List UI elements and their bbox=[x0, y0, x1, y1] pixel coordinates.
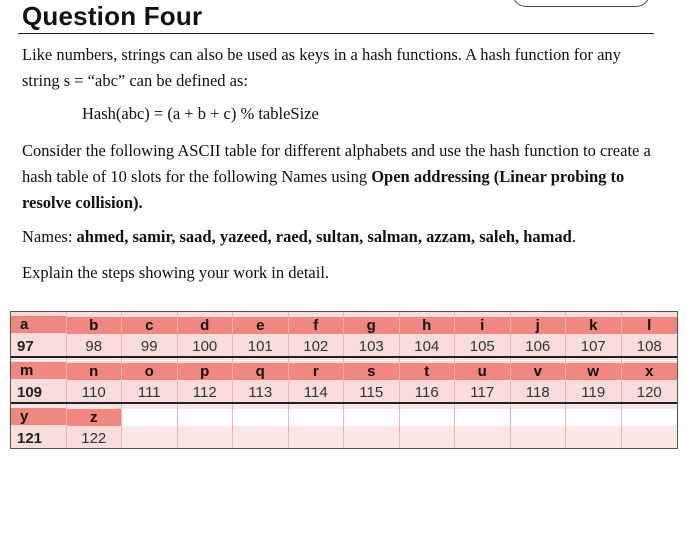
ascii-cell bbox=[511, 358, 567, 402]
ascii-cell bbox=[178, 358, 234, 402]
ascii-cell bbox=[233, 312, 289, 356]
ascii-letter: e bbox=[233, 317, 288, 334]
ascii-cell bbox=[344, 358, 400, 402]
ascii-letter: g bbox=[344, 317, 399, 334]
ascii-code: 117 bbox=[470, 384, 495, 401]
ascii-code: 119 bbox=[581, 384, 606, 401]
ascii-code: 97 bbox=[17, 338, 34, 355]
ascii-cell bbox=[400, 312, 456, 356]
ascii-cell-empty bbox=[289, 404, 345, 448]
ascii-letter: x bbox=[622, 363, 678, 380]
ascii-letter: r bbox=[289, 363, 344, 380]
ascii-cell bbox=[400, 358, 456, 402]
ascii-letter: l bbox=[622, 317, 678, 334]
ascii-code: 114 bbox=[303, 384, 328, 401]
ascii-cell bbox=[344, 312, 400, 356]
ascii-code: 122 bbox=[81, 430, 107, 447]
ascii-letter: d bbox=[178, 317, 233, 334]
names-list: ahmed, samir, saad, yazeed, raed, sultan, salman, azzam, saleh, hamad bbox=[76, 227, 572, 246]
ascii-code: 103 bbox=[358, 338, 384, 355]
ascii-letter: c bbox=[122, 317, 177, 334]
intro-paragraph: Like numbers, strings can also be used as keys in a hash functions. A hash function for any string s = “abc” can be defined as: bbox=[22, 45, 621, 90]
ascii-cell-empty bbox=[122, 404, 178, 448]
ascii-cell bbox=[67, 358, 123, 402]
ascii-letter: z bbox=[67, 409, 122, 426]
ascii-letter: k bbox=[566, 317, 621, 334]
ascii-letter: v bbox=[511, 363, 566, 380]
ascii-cell bbox=[566, 312, 622, 356]
ascii-letter: m bbox=[11, 362, 66, 379]
ascii-cell-empty bbox=[455, 404, 511, 448]
ascii-cell bbox=[122, 358, 178, 402]
ascii-code: 120 bbox=[636, 384, 662, 401]
ascii-code: 108 bbox=[636, 338, 662, 355]
explain-instruction: Explain the steps showing your work in detail. bbox=[22, 263, 330, 282]
ascii-letter: h bbox=[400, 317, 455, 334]
bracket-decoration bbox=[512, 0, 650, 7]
ascii-code: 107 bbox=[580, 338, 606, 355]
ascii-letter: b bbox=[67, 317, 122, 334]
ascii-code: 112 bbox=[192, 384, 217, 401]
ascii-code: 106 bbox=[525, 338, 551, 355]
ascii-code: 99 bbox=[140, 338, 158, 355]
ascii-letter: o bbox=[122, 363, 177, 380]
ascii-cell-empty bbox=[400, 404, 456, 448]
hash-formula: Hash(abc) = (a + b + c) % tableSize bbox=[82, 104, 319, 123]
ascii-cell-empty bbox=[344, 404, 400, 448]
ascii-row-3 bbox=[11, 402, 677, 448]
ascii-letter: w bbox=[566, 363, 621, 380]
ascii-cell bbox=[289, 358, 345, 402]
ascii-cell bbox=[11, 404, 67, 448]
ascii-letter: t bbox=[400, 363, 455, 380]
ascii-letter bbox=[233, 409, 288, 426]
ascii-code: 118 bbox=[525, 384, 550, 401]
ascii-cell-empty bbox=[233, 404, 289, 448]
ascii-code: 101 bbox=[247, 338, 273, 355]
ascii-letter: i bbox=[455, 317, 510, 334]
question-title: Question Four bbox=[22, 1, 203, 31]
ascii-code: 109 bbox=[17, 384, 43, 401]
ascii-letter: s bbox=[344, 363, 399, 380]
ascii-letter bbox=[455, 409, 510, 426]
ascii-cell-empty bbox=[511, 404, 567, 448]
ascii-cell bbox=[455, 312, 511, 356]
ascii-cell bbox=[233, 358, 289, 402]
ascii-cell-empty bbox=[622, 404, 678, 448]
ascii-letter: a bbox=[11, 316, 66, 333]
ascii-cell bbox=[178, 312, 234, 356]
ascii-letter bbox=[511, 409, 566, 426]
ascii-letter: f bbox=[289, 317, 344, 334]
ascii-table bbox=[10, 311, 678, 449]
ascii-cell bbox=[11, 358, 67, 402]
ascii-code: 110 bbox=[81, 384, 106, 401]
ascii-row-2 bbox=[11, 356, 677, 402]
ascii-cell bbox=[67, 404, 123, 448]
title-rule bbox=[18, 33, 654, 34]
ascii-cell bbox=[122, 312, 178, 356]
ascii-code: 121 bbox=[17, 430, 43, 447]
ascii-code: 113 bbox=[248, 384, 273, 401]
ascii-cell bbox=[289, 312, 345, 356]
ascii-cell bbox=[67, 312, 123, 356]
ascii-cell bbox=[455, 358, 511, 402]
ascii-code: 104 bbox=[414, 338, 440, 355]
ascii-code: 111 bbox=[137, 384, 161, 401]
ascii-cell bbox=[622, 312, 678, 356]
ascii-cell-empty bbox=[566, 404, 622, 448]
ascii-row-1 bbox=[11, 312, 677, 356]
ascii-cell bbox=[566, 358, 622, 402]
ascii-letter: y bbox=[11, 408, 66, 425]
ascii-code: 105 bbox=[469, 338, 495, 355]
ascii-letter bbox=[622, 409, 678, 426]
ascii-letter bbox=[178, 409, 233, 426]
ascii-code: 100 bbox=[192, 338, 218, 355]
instructions-text: Consider the following ASCII table for different alphabets and use the hash function to create a hash table of 10 slots for the following Names using bbox=[22, 141, 651, 186]
ascii-letter bbox=[344, 409, 399, 426]
ascii-letter bbox=[566, 409, 621, 426]
ascii-code: 115 bbox=[359, 384, 384, 401]
ascii-code: 98 bbox=[85, 338, 103, 355]
ascii-letter bbox=[400, 409, 455, 426]
ascii-code: 116 bbox=[414, 384, 439, 401]
ascii-letter bbox=[122, 409, 177, 426]
ascii-code: 102 bbox=[303, 338, 329, 355]
ascii-cell-empty bbox=[178, 404, 234, 448]
instructions-paragraph bbox=[22, 138, 662, 216]
ascii-cell bbox=[511, 312, 567, 356]
ascii-letter bbox=[289, 409, 344, 426]
ascii-letter: j bbox=[511, 317, 566, 334]
ascii-cell bbox=[11, 312, 67, 356]
instructions-bold: Open addressing (Linear probing to resolve collision). bbox=[22, 167, 625, 212]
names-end: . bbox=[571, 227, 576, 246]
ascii-letter: u bbox=[455, 363, 510, 380]
names-line bbox=[22, 224, 662, 250]
ascii-letter: n bbox=[67, 363, 122, 380]
names-label: Names: bbox=[22, 227, 77, 246]
ascii-cell bbox=[622, 358, 678, 402]
ascii-letter: p bbox=[178, 363, 233, 380]
ascii-letter: q bbox=[233, 363, 288, 380]
